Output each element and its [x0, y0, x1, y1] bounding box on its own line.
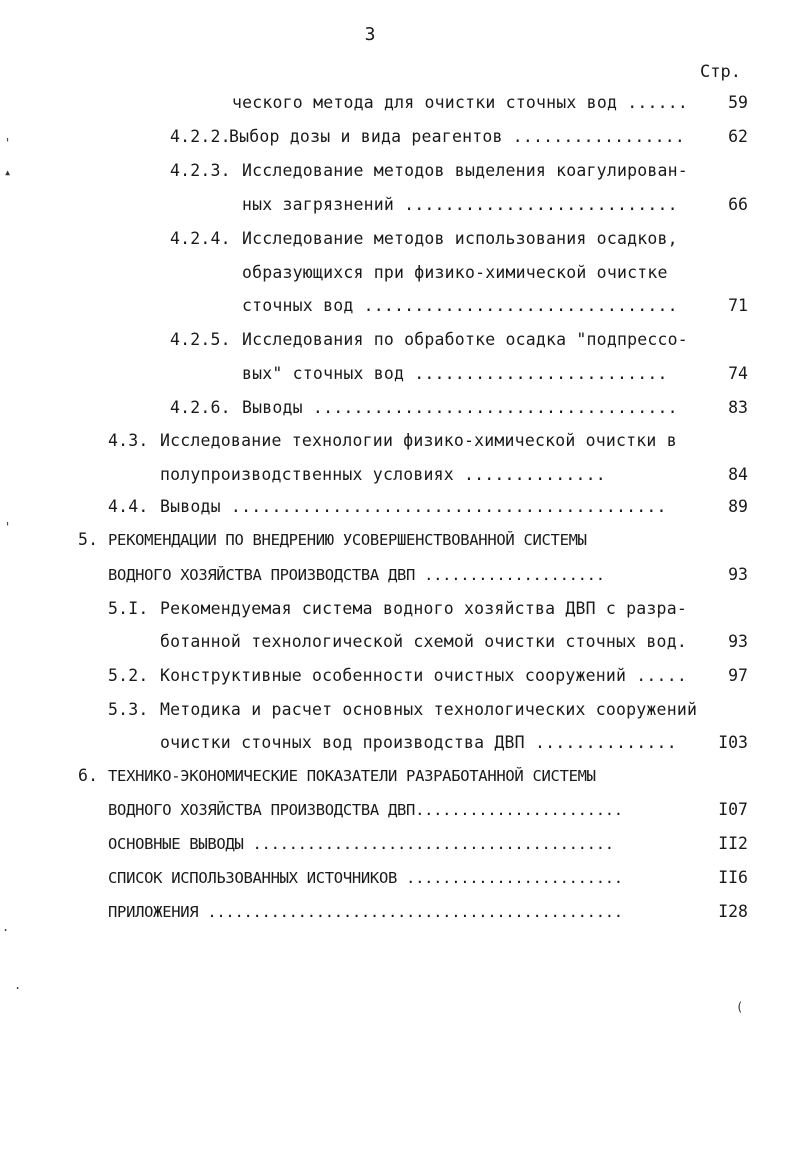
toc-entry-number: 5.	[78, 530, 99, 549]
toc-entry-text: ПРИЛОЖЕНИЯ ..............................................	[108, 903, 623, 921]
toc-entry-text: сточных вод ...............................	[242, 296, 678, 315]
toc-entry-text: Выводы ...........................................	[160, 497, 667, 516]
scan-mark: ▴	[4, 165, 12, 179]
scan-mark: .	[14, 978, 22, 992]
toc-entry-page: 84	[728, 465, 748, 484]
toc-entry-page: 71	[728, 296, 748, 315]
toc-entry-number: 5.I.	[108, 599, 149, 618]
toc-entry-number: 4.2.5.	[170, 330, 231, 349]
toc-entry-number: 5.3.	[108, 700, 149, 719]
toc-entry-text: очистки сточных вод производства ДВП ..............	[160, 733, 677, 752]
toc-entry-number: 4.2.6.	[170, 398, 231, 417]
toc-entry-number: 6.	[78, 766, 99, 785]
toc-entry-page: I28	[718, 902, 748, 921]
toc-entry-page: 93	[728, 632, 748, 651]
toc-entry-text: ботанной технологической схемой очистки сточных вод.	[160, 632, 687, 651]
toc-entry-page: 89	[728, 497, 748, 516]
page-column-header: Стр.	[700, 62, 741, 82]
toc-entry-text: ческого метода для очистки сточных вод ......	[232, 93, 689, 112]
toc-entry-text: ОСНОВНЫЕ ВЫВОДЫ ........................................	[108, 835, 614, 853]
toc-entry-number: 4.3.	[108, 431, 149, 450]
toc-entry-page: I03	[718, 733, 748, 752]
scan-mark: '	[4, 136, 12, 150]
toc-entry-text: полупроизводственных условиях ..............	[160, 465, 606, 484]
toc-entry-text: ВОДНОГО ХОЗЯЙСТВА ПРОИЗВОДСТВА ДВП.......................	[108, 801, 623, 819]
toc-entry-number: 4.2.3.	[170, 161, 231, 180]
toc-entry-number: 4.2.2.	[170, 127, 231, 146]
toc-entry-text: Выбор дозы и вида реагентов .................	[229, 127, 686, 146]
toc-entry-page: 93	[728, 565, 748, 584]
toc-entry-page: 74	[728, 364, 748, 383]
toc-entry-number: 5.2.	[108, 666, 149, 685]
toc-entry-text: Конструктивные особенности очистных сооружений .....	[160, 666, 687, 685]
scan-mark: '	[4, 520, 12, 534]
toc-entry-text: Исследование технологии физико-химической очистки в	[160, 431, 677, 450]
toc-entry-text: ТЕХНИКО-ЭКОНОМИЧЕСКИЕ ПОКАЗАТЕЛИ РАЗРАБОТАННОЙ СИСТЕМЫ	[108, 767, 596, 785]
toc-entry-page: 83	[728, 398, 748, 417]
toc-entry-page: II2	[718, 834, 748, 853]
toc-entry-text: Рекомендуемая система водного хозяйства ДВП с разра-	[160, 599, 687, 618]
scan-mark: (	[736, 1000, 744, 1014]
toc-entry-number: 4.2.4.	[170, 229, 231, 248]
toc-entry-page: 62	[728, 127, 748, 146]
toc-entry-text: СПИСОК ИСПОЛЬЗОВАННЫХ ИСТОЧНИКОВ ........................	[108, 869, 623, 887]
scan-mark: .	[2, 920, 10, 934]
toc-entry-page: 66	[728, 195, 748, 214]
toc-entry-text: ных загрязнений ...........................	[242, 195, 678, 214]
page-number: 3	[364, 24, 376, 45]
toc-entry-text: образующихся при физико-химической очистке	[242, 263, 668, 282]
toc-entry-text: Методика и расчет основных технологических сооружений	[160, 700, 698, 719]
toc-entry-text: ВОДНОГО ХОЗЯЙСТВА ПРОИЗВОДСТВА ДВП ....................	[108, 566, 605, 584]
toc-entry-page: 59	[728, 93, 748, 112]
toc-entry-text: РЕКОМЕНДАЦИИ ПО ВНЕДРЕНИЮ УСОВЕРШЕНСТВОВАННОЙ СИСТЕМЫ	[108, 531, 587, 549]
toc-entry-page: I07	[718, 800, 748, 819]
toc-entry-text: Выводы ....................................	[242, 398, 678, 417]
toc-entry-text: вых" сточных вод .........................	[242, 364, 668, 383]
toc-entry-page: 97	[728, 666, 748, 685]
toc-entry-text: Исследование методов выделения коагулирован-	[242, 161, 688, 180]
toc-entry-number: 4.4.	[108, 497, 149, 516]
toc-entry-page: II6	[718, 868, 748, 887]
toc-entry-text: Исследования по обработке осадка "подпрессо-	[242, 330, 688, 349]
toc-entry-text: Исследование методов использования осадков,	[242, 229, 678, 248]
